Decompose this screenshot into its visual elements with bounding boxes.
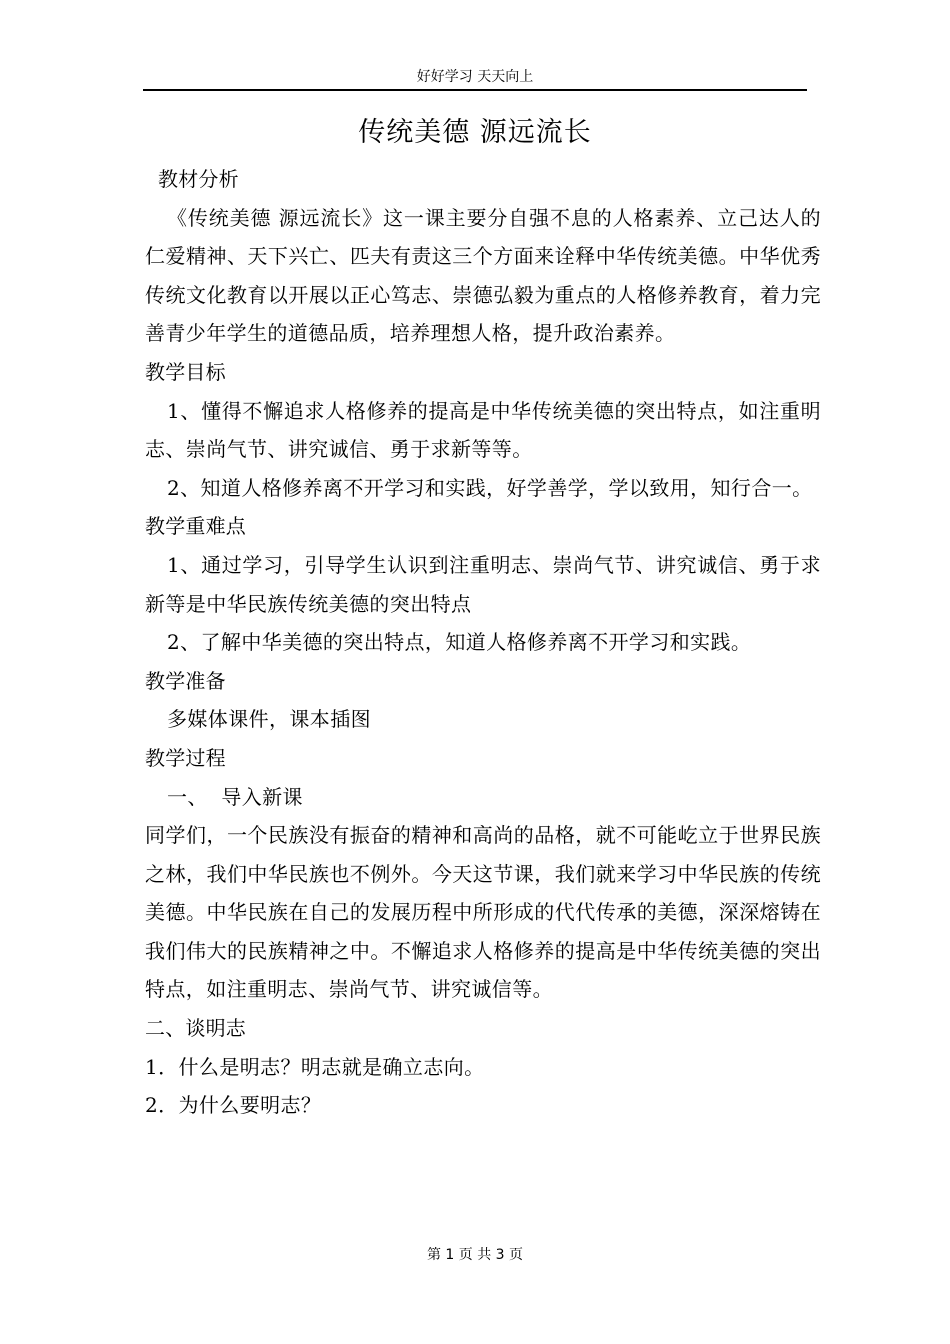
subheading-introduction: 一、 导入新课 xyxy=(167,784,303,809)
heading-teaching-goals: 教学目标 xyxy=(145,359,226,384)
paragraph-key-point-2: 2、了解中华美德的突出特点，知道人格修养离不开学习和实践。 xyxy=(167,630,752,655)
paragraph-goal-1: 1、懂得不懈追求人格修养的提高是中华传统美德的突出特点，如注重明志、崇尚气节、讲究诚信、勇于求新等等。 xyxy=(145,398,821,462)
paragraph-textbook-analysis: 《传统美德 源远流长》这一课主要分自强不息的人格素养、立己达人的仁爱精神、天下兴亡、匹夫有责这三个方面来诠释中华传统美德。中华优秀传统文化教育以开展以正心笃志、崇德弘毅为重点的人格修养教育，着力完善青少年学生的道德品质，培养理想人格，提升政治素养。 xyxy=(145,205,821,346)
paragraph-preparation: 多媒体课件，课本插图 xyxy=(167,707,371,732)
heading-key-points: 教学重难点 xyxy=(145,514,246,539)
subheading-talk-ambition: 二、谈明志 xyxy=(145,1016,246,1041)
heading-preparation: 教学准备 xyxy=(145,668,226,693)
paragraph-introduction: 同学们，一个民族没有振奋的精神和高尚的品格，就不可能屹立于世界民族之林，我们中华民族也不例外。今天这节课，我们就来学习中华民族的传统美德。中华民族在自己的发展历程中所形成的代代传承的美德，深深熔铸在我们伟大的民族精神之中。不懈追求人格修养的提高是中华传统美德的突出特点，如注重明志、崇尚气节、讲究诚信等。 xyxy=(145,823,821,1002)
document-title: 传统美德 源远流长 xyxy=(358,117,592,148)
page-footer: 第 1 页 共 3 页 xyxy=(426,1247,524,1263)
heading-process: 教学过程 xyxy=(145,745,226,770)
page-header: 好好学习 天天向上 xyxy=(416,69,534,85)
question-2: 2．为什么要明志？ xyxy=(145,1093,322,1118)
question-1: 1．什么是明志？明志就是确立志向。 xyxy=(145,1054,485,1079)
paragraph-key-point-1: 1、通过学习，引导学生认识到注重明志、崇尚气节、讲究诚信、勇于求新等是中华民族传统美德的突出特点 xyxy=(145,552,821,616)
paragraph-goal-2: 2、知道人格修养离不开学习和实践，好学善学，学以致用，知行合一。 xyxy=(167,475,813,500)
document-body xyxy=(145,160,821,1125)
header-divider xyxy=(143,89,807,91)
heading-textbook-analysis: 教材分析 xyxy=(158,167,239,191)
